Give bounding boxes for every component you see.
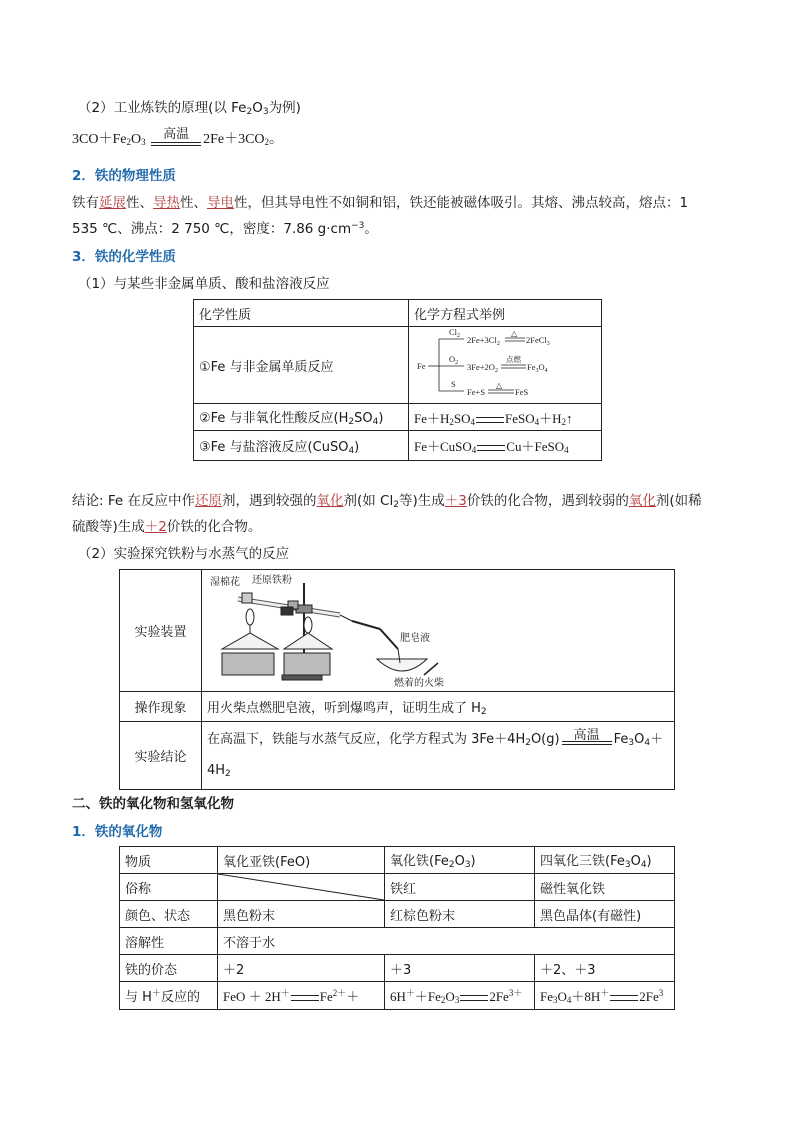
oxide-nick-feo-empty [218,874,385,901]
oxide-color-feo: 黑色粉末 [218,901,385,928]
oxide-row-label: 物质 [120,847,218,874]
branch-diagram [409,327,601,403]
section-heading-physical: 2．铁的物理性质 [72,168,176,184]
table-row-nonmetal: ①Fe 与非金属单质反应 [194,327,409,404]
oxide-color-fe3o4: 黑色晶体(有磁性) [535,901,675,928]
oxide-row-label: 与 H＋反应的 [120,982,218,1010]
iron-oxides-table [119,846,675,1010]
oxide-reaction-fe2o3: $6H^++Fe_2O_3$ $2Fe^{3+}$ [385,982,535,1010]
oxide-header-fe3o4: 四氧化三铁$(Fe_3O_4)$ [535,847,675,874]
equation-arrow-high-temp: 高温 [151,131,201,149]
oxide-nick-fe3o4: 磁性氧化铁 [535,874,675,901]
oxide-valence-fe3o4: ＋2、＋3 [535,955,675,982]
oxide-row-label: 俗称 [120,874,218,901]
label-iron-powder: 还原铁粉 [252,574,292,586]
chemical-properties-table [193,299,602,461]
conclusion-line2: 硫酸等)生成＋2价铁的化合物。 [72,519,262,535]
svg-text:点燃: 点燃 [506,355,521,364]
oxide-valence-feo: ＋2 [218,955,385,982]
physical-properties-line1: 铁有延展性、导热性、导电性，但其导电性不如铜和铝，铁还能被磁体吸引。其熔、沸点较高，熔点：1 [72,195,689,211]
exp-phenomenon-value: 用火柴点燃肥皂液，听到爆鸣声，证明生成了 $H_2$ [202,692,675,722]
exp-row-apparatus: 实验装置 [120,570,202,692]
apparatus-svg [202,571,674,691]
salt-equation: Fe＋CuSO$_4$ Cu＋FeSO$_4$ [409,431,602,461]
svg-text:△: △ [496,381,503,390]
equation-arrow-high-temp-2: 高温 [562,730,612,748]
oxide-row-label: 溶解性 [120,928,218,955]
table-header-property: 化学性质 [194,300,409,327]
oxide-color-fe2o3: 红棕色粉末 [385,901,535,928]
oxide-header-feo: 氧化亚铁(FeO) [218,847,385,874]
diagram-fe: Fe [417,361,426,371]
industrial-iron-subheading: （2）工业炼铁的原理(以 $Fe_2O_3$为例) [78,100,301,117]
oxide-solubility: 不溶于水 [218,928,675,955]
exp-row-conclusion: 实验结论 [120,722,202,790]
diagram-eq3: Fe+S [467,387,486,397]
oxide-nick-fe2o3: 铁红 [385,874,535,901]
table-row-salt: ③Fe 与盐溶液反应(CuSO$_4$) [194,431,409,461]
diagram-eq3-product: FeS [515,387,529,397]
label-cotton: 湿棉花 [210,576,240,588]
diagram-cl2: $Cl_2$ [449,327,461,339]
chemical-subheading-2: （2）实验探究铁粉与水蒸气的反应 [78,546,290,562]
table-row-acid: ②Fe 与非氧化性酸反应$(H_2SO_4)$ [194,404,409,431]
section-heading-oxides: 1．铁的氧化物 [72,824,163,840]
oxide-row-label: 铁的价态 [120,955,218,982]
svg-text:△: △ [511,329,518,338]
diagram-o2: $O_2$ [449,354,459,366]
section-heading-chemical: 3．铁的化学性质 [72,249,176,265]
industrial-iron-equation: $3CO+Fe_2O_3$ 高温 $2Fe+3CO_2$。 [72,125,284,147]
oxide-header-fe2o3: 氧化铁$(Fe_2O_3)$ [385,847,535,874]
oxide-row-label: 颜色、状态 [120,901,218,928]
diagram-eq1-product: 2FeCl$_3$ [526,335,550,347]
table-header-equation: 化学方程式举例 [409,300,602,327]
exp-conclusion-value: 在高温下，铁能与水蒸气反应，化学方程式为 $3Fe+4H_2O(g)$ 高温 $Fe_3O_4+$ $4H_2$ [202,722,675,790]
oxide-reaction-fe3o4: $Fe_3O_4+8H^+$ 2Fe$^3$ [535,982,675,1010]
apparatus-illustration [202,570,675,692]
label-soap: 肥皂液 [400,632,430,644]
diagram-s: S [451,379,456,389]
diagram-eq2: $3Fe+2O_2$ [467,362,498,374]
nonmetal-reaction-diagram [409,327,602,404]
experiment-table [119,569,675,790]
oxide-valence-fe2o3: ＋3 [385,955,535,982]
acid-equation: $Fe+H_2SO_4$ $FeSO_4+H_2↑$ [409,404,602,431]
physical-properties-line2: 535 ℃、沸点：2 750 ℃，密度：7.86 $g\cdot cm^{-3}$。 [72,221,378,237]
exp-row-phenomenon: 操作现象 [120,692,202,722]
chemical-subheading-1: （1）与某些非金属单质、酸和盐溶液反应 [78,276,330,292]
part2-heading: 二、铁的氧化物和氢氧化物 [72,796,234,812]
conclusion-line1: 结论: Fe 在反应中作还原剂，遇到较强的氧化剂(如 $Cl_2$等)生成＋3价铁的化合物，遇到较弱的氧化剂(如稀 [72,493,702,510]
diagram-eq2-product: $Fe_3O_4$ [527,362,548,374]
diagram-eq1: $2Fe+3Cl_2$ [467,335,500,347]
oxide-reaction-feo: FeO ＋ 2H＋ $Fe^{2+}+$ [218,982,385,1010]
label-match: 燃着的火柴 [394,677,444,689]
